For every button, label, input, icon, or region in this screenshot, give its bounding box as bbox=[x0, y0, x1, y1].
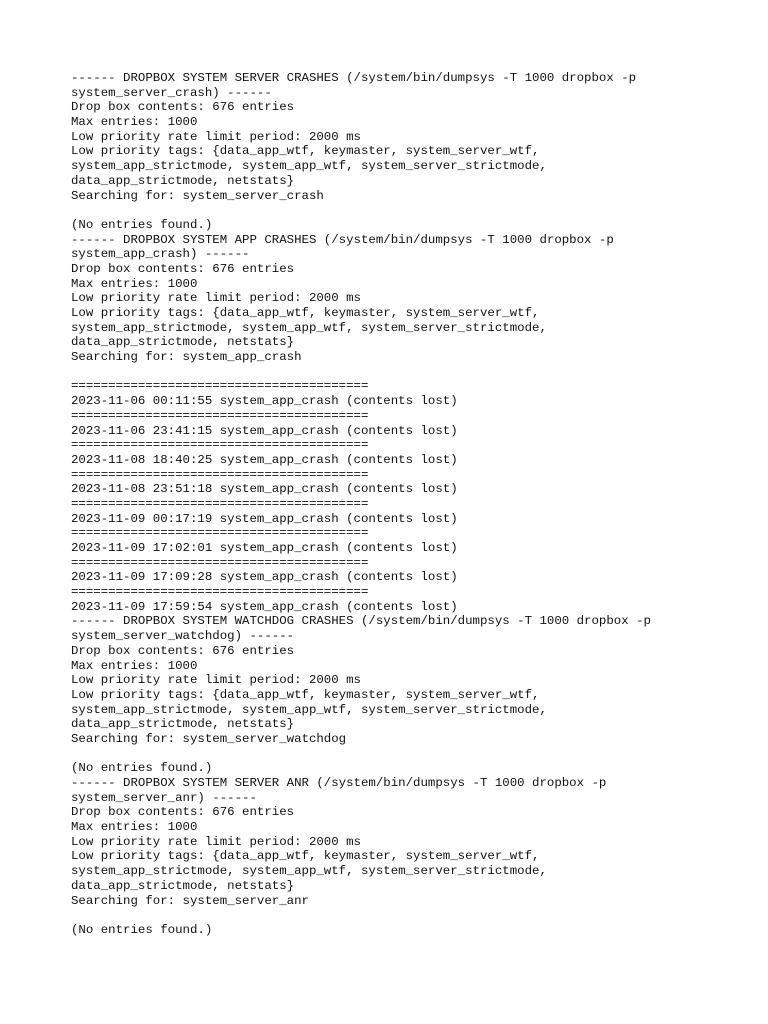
max-entries-line: Max entries: 1000 bbox=[71, 276, 198, 291]
separator-line: ======================================== bbox=[71, 585, 369, 600]
separator-line: ======================================== bbox=[71, 555, 369, 570]
rate-limit-line: Low priority rate limit period: 2000 ms bbox=[71, 129, 361, 144]
searching-for-line: Searching for: system_app_crash bbox=[71, 350, 302, 365]
blank-line bbox=[71, 747, 761, 762]
priority-tags-line: data_app_strictmode, netstats} bbox=[71, 173, 295, 188]
max-entries-line: Max entries: 1000 bbox=[71, 115, 198, 130]
separator-line: ======================================== bbox=[71, 379, 369, 394]
crash-entry: 2023-11-06 23:41:15 system_app_crash (contents lost) bbox=[71, 423, 458, 438]
crash-entry: 2023-11-09 17:02:01 system_app_crash (contents lost) bbox=[71, 541, 458, 555]
blank-line bbox=[71, 365, 761, 380]
searching-for-line: Searching for: system_server_crash bbox=[71, 188, 324, 203]
priority-tags-line: data_app_strictmode, netstats} bbox=[71, 717, 295, 732]
priority-tags-line: system_app_strictmode, system_app_wtf, system_server_strictmode, bbox=[71, 320, 547, 335]
section-header-line: system_server_watchdog) ------ bbox=[71, 629, 295, 644]
separator-line: ======================================== bbox=[71, 467, 369, 482]
priority-tags-line: Low priority tags: {data_app_wtf, keymaster, system_server_wtf, bbox=[71, 306, 540, 320]
section-header-line: system_app_crash) ------ bbox=[71, 247, 250, 262]
no-entries-line: (No entries found.) bbox=[71, 922, 213, 937]
section-header-line: ------ DROPBOX SYSTEM SERVER ANR (/system/bin/dumpsys -T 1000 dropbox -p bbox=[71, 776, 607, 790]
no-entries-line: (No entries found.) bbox=[71, 217, 213, 232]
dropbox-contents-line: Drop box contents: 676 entries bbox=[71, 805, 295, 820]
priority-tags-line: Low priority tags: {data_app_wtf, keymaster, system_server_wtf, bbox=[71, 687, 540, 702]
priority-tags-line: system_app_strictmode, system_app_wtf, system_server_strictmode, bbox=[71, 159, 547, 174]
crash-entry: 2023-11-09 17:59:54 system_app_crash (contents lost) bbox=[71, 599, 458, 614]
separator-line: ======================================== bbox=[71, 408, 369, 423]
priority-tags-line: Low priority tags: {data_app_wtf, keymaster, system_server_wtf, bbox=[71, 849, 540, 864]
crash-entry: 2023-11-08 23:51:18 system_app_crash (contents lost) bbox=[71, 482, 458, 497]
blank-line bbox=[71, 908, 761, 923]
crash-entry: 2023-11-06 00:11:55 system_app_crash (contents lost) bbox=[71, 394, 458, 409]
crash-entry: 2023-11-09 00:17:19 system_app_crash (contents lost) bbox=[71, 511, 458, 526]
rate-limit-line: Low priority rate limit period: 2000 ms bbox=[71, 291, 361, 306]
no-entries-line: (No entries found.) bbox=[71, 761, 213, 776]
dropbox-contents-line: Drop box contents: 676 entries bbox=[71, 100, 295, 115]
priority-tags-line: Low priority tags: {data_app_wtf, keymaster, system_server_wtf, bbox=[71, 144, 540, 159]
crash-entry: 2023-11-09 17:09:28 system_app_crash (contents lost) bbox=[71, 570, 458, 585]
searching-for-line: Searching for: system_server_anr bbox=[71, 893, 309, 908]
priority-tags-line: data_app_strictmode, netstats} bbox=[71, 335, 295, 350]
max-entries-line: Max entries: 1000 bbox=[71, 820, 198, 835]
section-header-line: ------ DROPBOX SYSTEM SERVER CRASHES (/system/bin/dumpsys -T 1000 dropbox -p bbox=[71, 71, 637, 85]
section-header-line: system_server_anr) ------ bbox=[71, 790, 257, 805]
separator-line: ======================================== bbox=[71, 496, 369, 511]
separator-line: ======================================== bbox=[71, 526, 369, 541]
section-header-line: ------ DROPBOX SYSTEM APP CRASHES (/system/bin/dumpsys -T 1000 dropbox -p bbox=[71, 232, 614, 247]
dropbox-contents-line: Drop box contents: 676 entries bbox=[71, 643, 295, 658]
priority-tags-line: system_app_strictmode, system_app_wtf, system_server_strictmode, bbox=[71, 864, 547, 879]
priority-tags-line: data_app_strictmode, netstats} bbox=[71, 878, 295, 893]
blank-line bbox=[71, 203, 761, 218]
rate-limit-line: Low priority rate limit period: 2000 ms bbox=[71, 673, 361, 688]
max-entries-line: Max entries: 1000 bbox=[71, 658, 198, 673]
section-header-line: system_server_crash) ------ bbox=[71, 85, 272, 100]
priority-tags-line: system_app_strictmode, system_app_wtf, system_server_strictmode, bbox=[71, 702, 547, 717]
section-header-line: ------ DROPBOX SYSTEM WATCHDOG CRASHES (/system/bin/dumpsys -T 1000 dropbox -p bbox=[71, 614, 651, 629]
crash-entry: 2023-11-08 18:40:25 system_app_crash (contents lost) bbox=[71, 452, 458, 467]
document-body bbox=[71, 71, 761, 938]
rate-limit-line: Low priority rate limit period: 2000 ms bbox=[71, 834, 361, 849]
dropbox-contents-line: Drop box contents: 676 entries bbox=[71, 261, 295, 276]
separator-line: ======================================== bbox=[71, 438, 369, 453]
searching-for-line: Searching for: system_server_watchdog bbox=[71, 731, 347, 746]
